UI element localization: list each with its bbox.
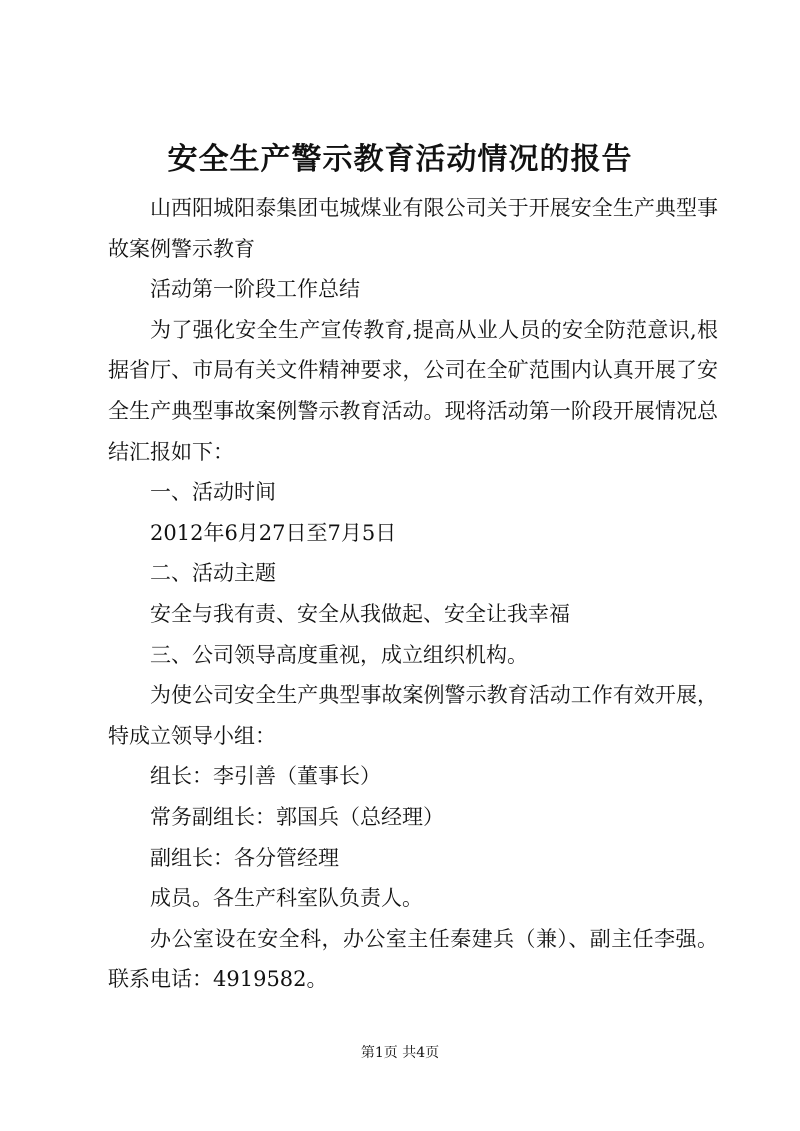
paragraph-members: 成员。各生产科室队负责人。 [150,886,423,911]
paragraph-leadership-group: 为使公司安全生产典型事故案例警示教育活动工作有效开展，特成立领导小组： [108,683,718,748]
paragraph-group-leader: 组长：李引善（董事长） [150,764,381,789]
document-title: 安全生产警示教育活动情况的报告 [167,142,633,177]
page-number-footer: 第1页 共4页 [360,1045,440,1061]
paragraph-intro: 山西阳城阳泰集团屯城煤业有限公司关于开展安全生产典型事故案例警示教育 [108,196,718,261]
paragraph-subtitle: 活动第一阶段工作总结 [150,277,360,302]
paragraph-office-contact: 办公室设在安全科，办公室主任秦建兵（兼）、副主任李强。联系电话：4919582。 [108,926,718,992]
paragraph-activity-dates: 2012年6月27日至7月5日 [150,520,397,545]
document-body [108,188,718,1000]
heading-activity-time: 一、活动时间 [150,480,276,505]
paragraph-purpose: 为了强化安全生产宣传教育,提高从业人员的安全防范意识,根据省厅、市局有关文件精神要求，公司在全矿范围内认真开展了安全生产典型事故案例警示教育活动。现将活动第一阶段开展情况总结汇报如下： [108,317,718,464]
paragraph-executive-deputy: 常务副组长：郭国兵（总经理） [150,804,444,829]
paragraph-theme: 安全与我有责、安全从我做起、安全让我幸福 [150,601,570,626]
paragraph-deputy-leaders: 副组长：各分管经理 [150,845,339,870]
heading-organization: 三、公司领导高度重视，成立组织机构。 [150,642,528,667]
heading-activity-theme: 二、活动主题 [150,561,276,586]
